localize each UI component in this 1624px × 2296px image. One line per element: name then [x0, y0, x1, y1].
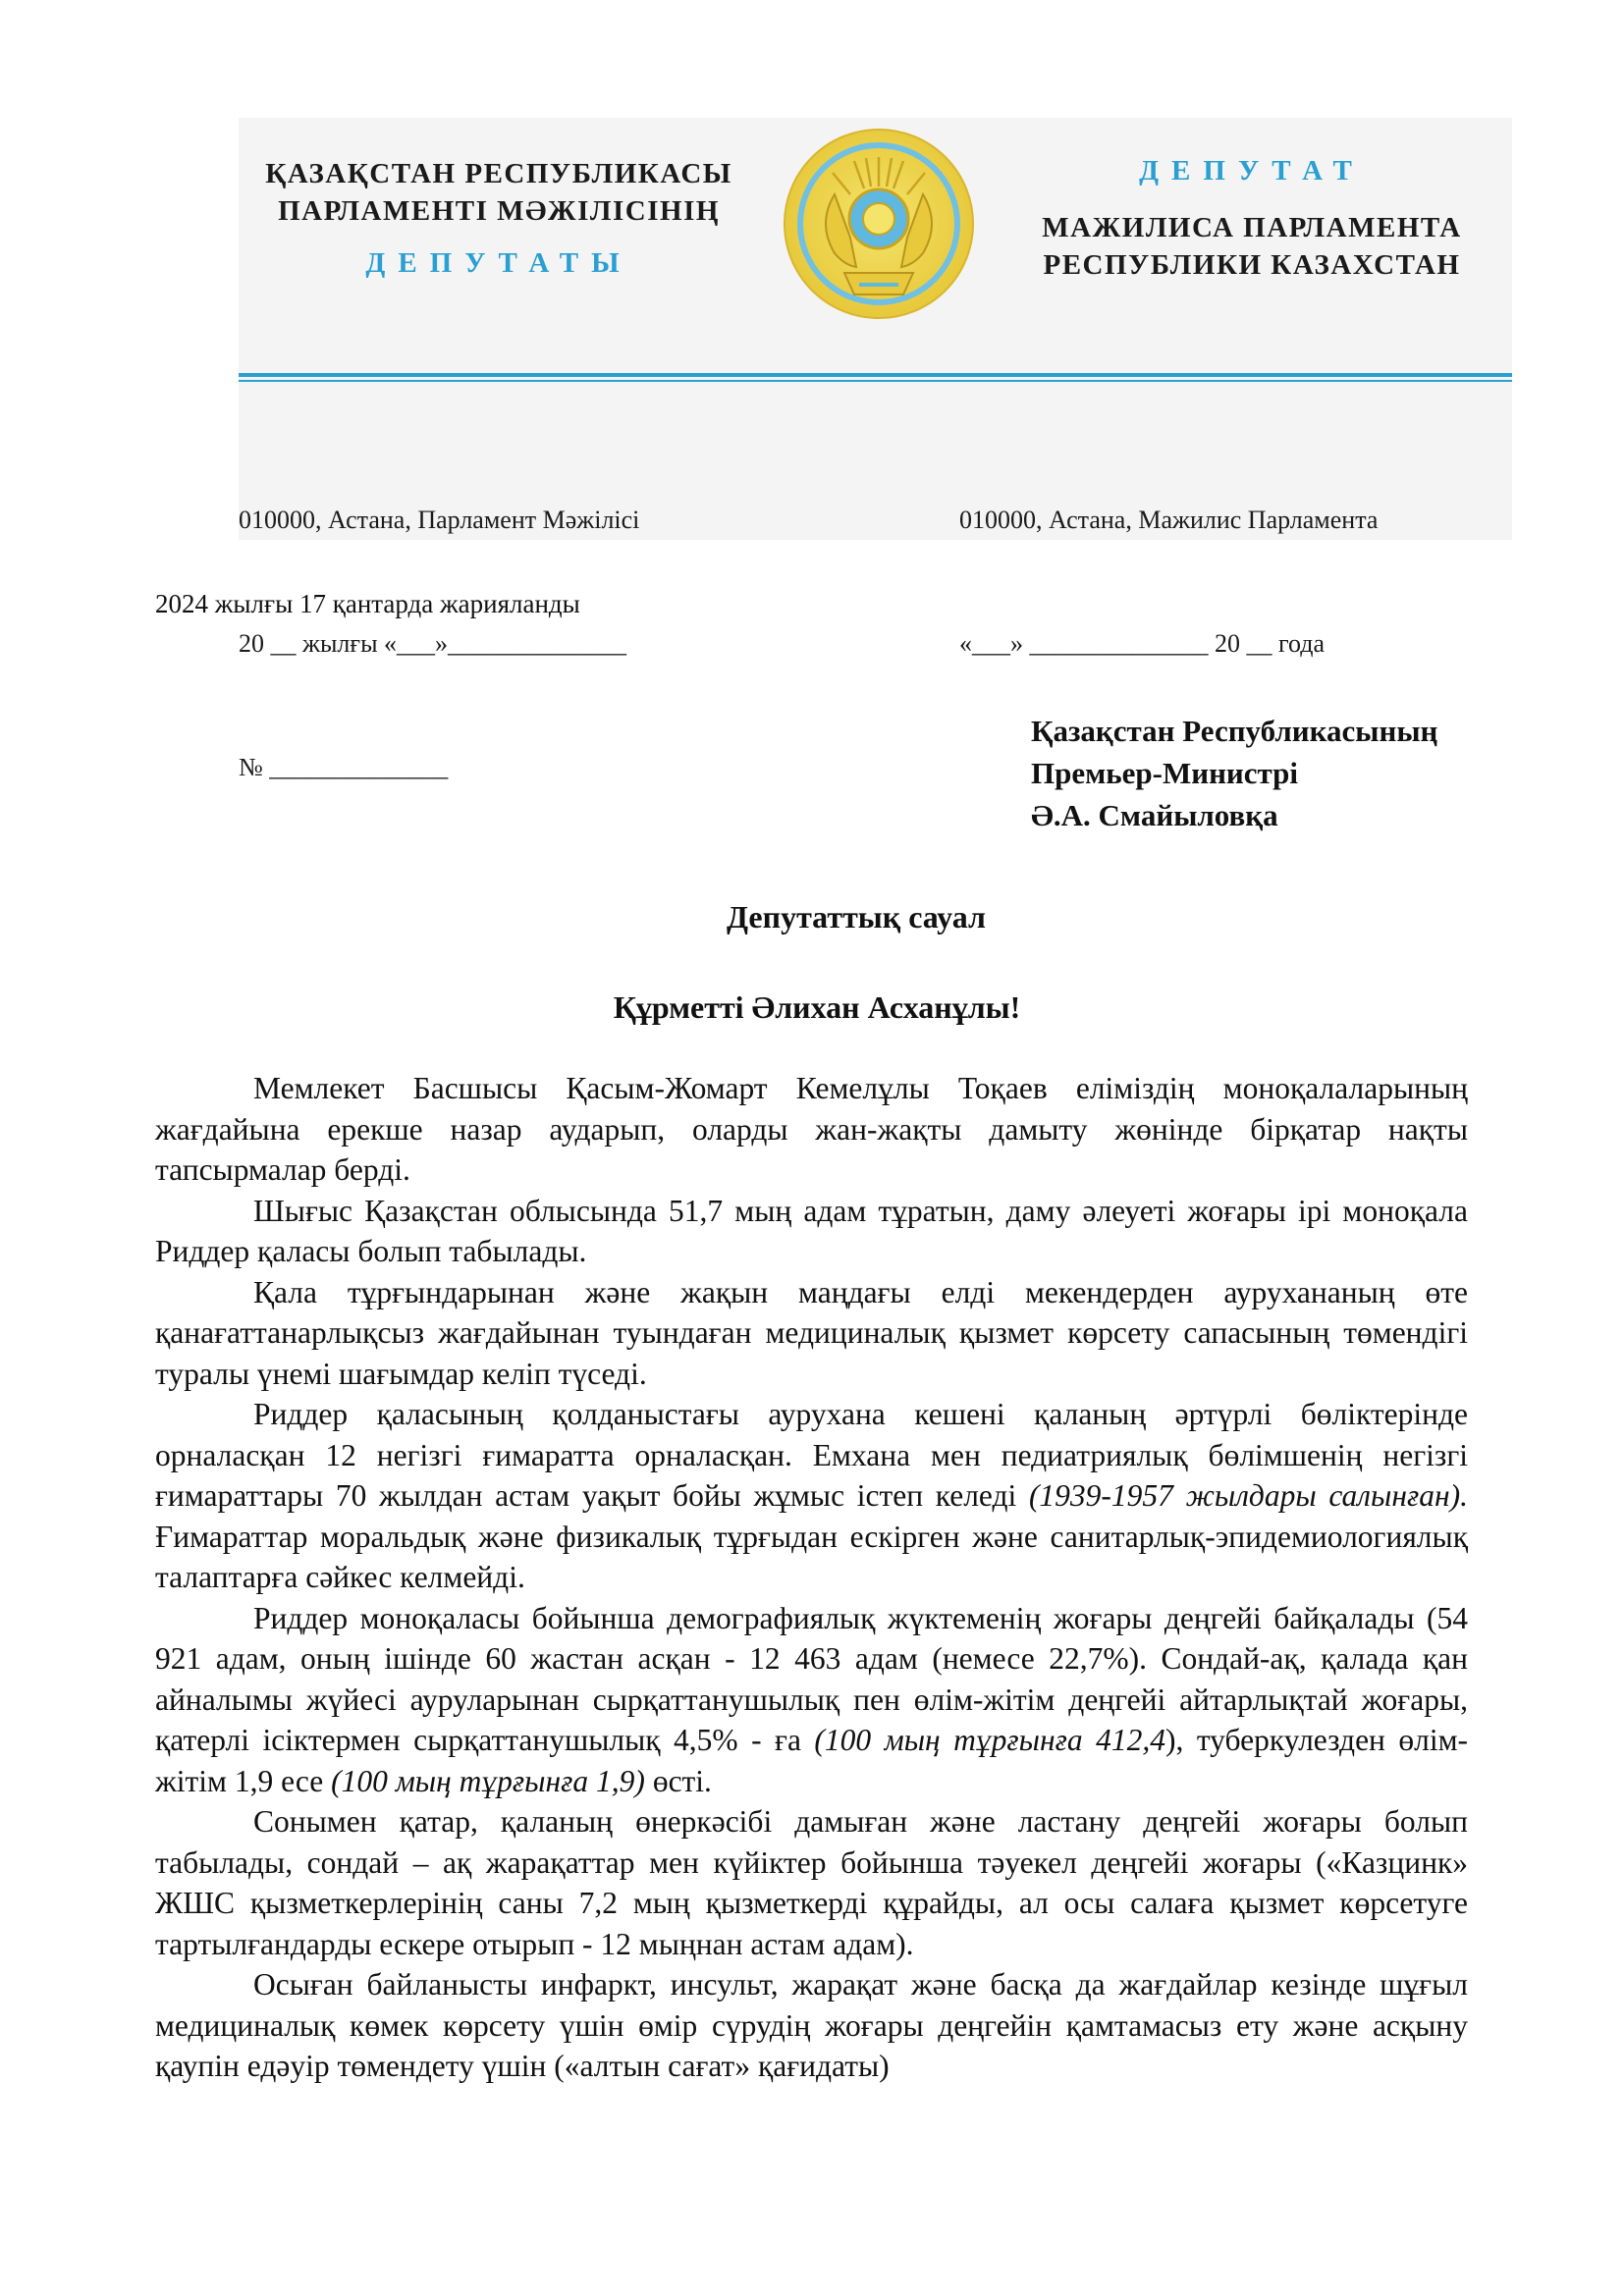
recipient-line: Ә.А. Смайыловқа: [1031, 798, 1278, 832]
letterhead-right-deputat: ДЕПУТАТ: [1139, 155, 1365, 187]
document-title: Депутаттық сауал: [727, 899, 986, 934]
address-left-line: 010000, Астана, Парламент Мәжілісі: [239, 506, 640, 534]
body-paragraph: [155, 1598, 1468, 1802]
body-paragraph: Қала тұрғындарынан және жақын маңдағы елді мекендерден аурухананың өте қанағаттанарлықсыз жағдайынан туындаған медициналық қызмет көрсету сапасының төмендігі туралы үнемі шағымдар келіп түседі.: [155, 1274, 1468, 1391]
paragraph-text: өсті.: [644, 1763, 712, 1798]
paragraph-text: Ғимараттар моральдық және физикалық тұрғыдан ескірген және санитарлық-эпидемиологиялық талаптарға сәйкес келмейді.: [155, 1519, 1468, 1594]
paragraph-text: Риддер моноқаласы бойынша демографиялық жүктеменің жоғары деңгейі байқалады (54 921 адам, оның ішінде 60 жастан асқан - 12 463 адам (немесе 22,7%). Сондай-ақ, қалада қан айналымы жүйесі ауруларынан сырқаттанушылық пен өлім-жітім деңгейі айтарлықтай жоғары, қатерлі ісіктермен сырқаттанушылық 4,5% - ға: [155, 1600, 1468, 1757]
letterhead-left-line2: ПАРЛАМЕНТІ МӘЖІЛІСІНІҢ: [278, 195, 720, 227]
recipient-line: Премьер-Министрі: [1031, 756, 1299, 790]
recipient-block: [1031, 710, 1437, 836]
paragraph-text: Риддер қаласының қолданыстағы аурухана кешені қаланың әртүрлі бөліктерінде орналасқан 12 негізгі ғимаратта орналасқан. Емхана мен педиатриялық бөлімшенің негізгі ғимараттары 70 жылдан астам уақыт бойы жұмыс істеп келеді: [155, 1397, 1468, 1513]
recipient-line: Қазақстан Республикасының: [1031, 714, 1438, 748]
address-left-line: № ______________: [239, 753, 449, 781]
letterhead-right: [1006, 155, 1497, 284]
italic-note: (100 мың тұрғынға 412,4: [814, 1723, 1166, 1757]
state-emblem-icon: [776, 126, 982, 322]
body-paragraph: Шығыс Қазақстан облысында 51,7 мың адам тұратын, даму әлеуеті жоғары ірі моноқала Риддер қаласы болып табылады.: [155, 1193, 1468, 1268]
body-paragraph: [155, 1394, 1468, 1598]
letterhead-divider: [239, 373, 1512, 382]
address-left: [239, 417, 639, 829]
italic-note: (1939-1957 жылдары салынған).: [1028, 1478, 1468, 1513]
address-left-line: 20 __ жылғы «___»______________: [239, 629, 627, 658]
address-right: [959, 417, 1378, 706]
body-paragraph: Осыған байланысты инфаркт, инсульт, жарақат және басқа да жағдайлар кезінде шұғыл медициналық көмек көрсету үшін өмір сүрудің жоғары деңгейін қамтамасыз ету және асқыну қаупін едәуір төмендету үшін («алтын сағат» қағидаты): [155, 1967, 1468, 2083]
italic-note: (100 мың тұрғынға 1,9): [331, 1763, 645, 1798]
letterhead-left-line1: ҚАЗАҚСТАН РЕСПУБЛИКАСЫ: [265, 158, 732, 189]
letterhead-right-line2: РЕСПУБЛИКИ КАЗАХСТАН: [1043, 249, 1461, 281]
address-right-line: 010000, Астана, Мажилис Парламента: [959, 506, 1379, 534]
body-paragraph: Сонымен қатар, қаланың өнеркәсібі дамыған және ластану деңгейі жоғары болып табылады, сондай – ақ жарақаттар мен күйіктер бойынша тәуекел деңгейі жоғары («Казцинк» ЖШС қызметкерлерінің саны 7,2 мың қызметкерді құрайды, ал осы салаға қызмет көрсетуге тартылғандарды ескере отырып - 12 мыңнан астам адам).: [155, 1804, 1468, 1961]
letterhead-left-deputat: ДЕПУТАТЫ: [365, 247, 632, 279]
address-right-line: «___» ______________ 20 __ года: [959, 629, 1326, 658]
body-paragraph: Мемлекет Басшысы Қасым-Жомарт Кемелұлы Тоқаев еліміздің моноқалаларының жағдайына ерекше назар аударып, оларды жан-жақты дамыту жөнінде бірқатар нақты тапсырмалар берді.: [155, 1071, 1468, 1187]
publication-date: 2024 жылғы 17 қантарда жарияланды: [155, 589, 580, 618]
letterhead-right-line1: МАЖИЛИСА ПАРЛАМЕНТА: [1042, 212, 1462, 243]
letterhead-left: [239, 155, 759, 280]
paragraph-text: ), туберкулезден өлім-жітім 1,9 есе: [155, 1723, 1469, 1798]
salutation: Құрметті Әлихан Асханұлы!: [613, 989, 1021, 1025]
letter-body: [155, 1068, 1468, 2087]
